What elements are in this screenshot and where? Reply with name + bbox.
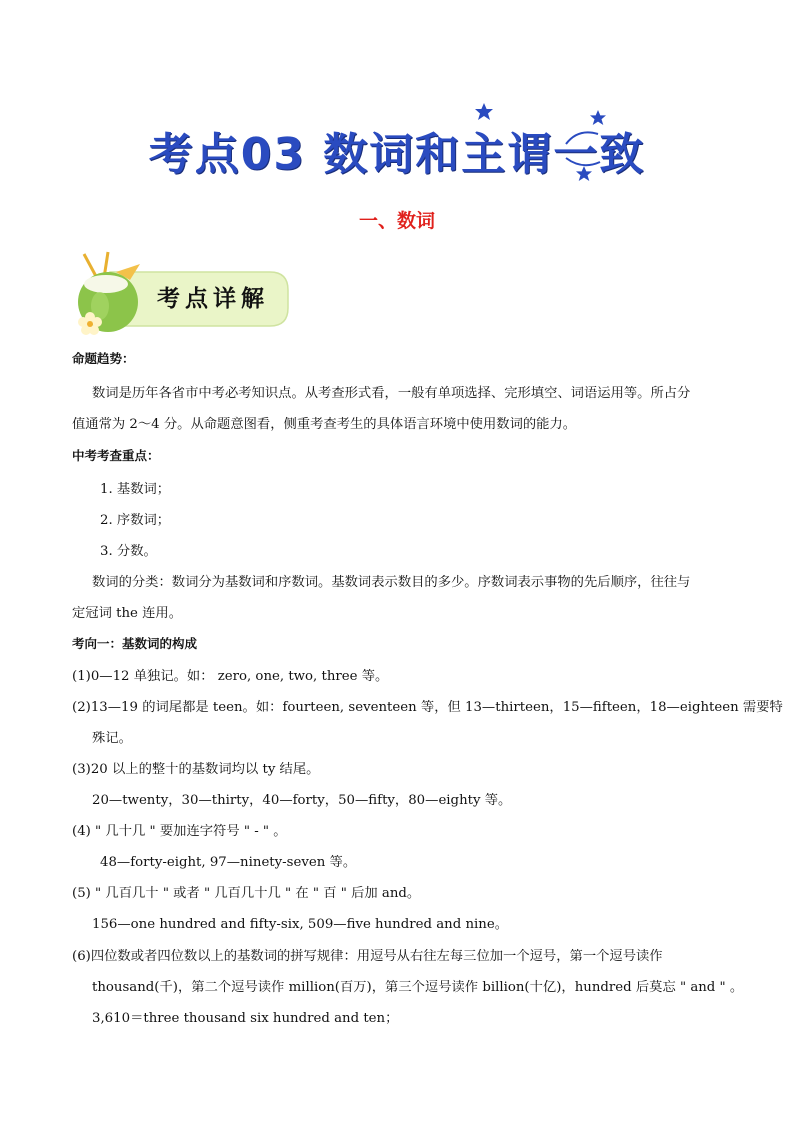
rule-4: (4) " 几十几 " 要加连字符号 " - " 。 <box>72 824 287 839</box>
title-area <box>0 100 794 190</box>
page-title: 考点03 数词和主谓一致 <box>148 129 646 180</box>
focus-item: 2. 序数词； <box>100 513 171 528</box>
trend-heading: 命题趋势： <box>72 351 135 366</box>
rule-6-example: 3,610＝three thousand six hundred and ten； <box>92 1011 399 1026</box>
trend-paragraph-line-2: 值通常为 2～4 分。从命题意图看，侧重考查考生的具体语言环境中使用数词的能力。 <box>72 417 577 432</box>
rule-1: (1)0—12 单独记。如： zero, one, two, three 等。 <box>72 669 389 684</box>
focus-heading: 中考考查重点： <box>72 448 160 463</box>
badge-label: 考点详解 <box>157 285 269 312</box>
direction-heading: 考向一：基数词的构成 <box>72 636 198 651</box>
section-badge <box>70 250 290 338</box>
rule-5-example: 156—one hundred and fifty-six, 509—five hundred and nine。 <box>92 917 509 932</box>
rule-6-line-2: thousand(千)，第二个逗号读作 million(百万)，第三个逗号读作 billion(十亿)，hundred 后莫忘 " and " 。 <box>92 980 744 995</box>
rule-3-example: 20—twenty，30—thirty，40—forty，50—fifty，80—eighty 等。 <box>92 793 512 808</box>
trend-paragraph-line-1: 数词是历年各省市中考必考知识点。从考查形式看，一般有单项选择、完形填空、词语运用等。所占分 <box>92 386 691 401</box>
classification-line-2: 定冠词 the 连用。 <box>72 606 183 621</box>
rule-2-line-1: (2)13—19 的词尾都是 teen。如：fourteen, seventeen 等，但 13—thirteen，15—fifteen，18—eighteen 需要特 <box>72 700 783 715</box>
rule-4-example: 48—forty-eight, 97—ninety-seven 等。 <box>100 855 357 870</box>
rule-3: (3)20 以上的整十的基数词均以 ty 结尾。 <box>72 762 320 777</box>
focus-item: 3. 分数。 <box>100 544 157 559</box>
classification-line-1: 数词的分类：数词分为基数词和序数词。基数词表示数目的多少。序数词表示事物的先后顺序，往往与 <box>92 575 691 590</box>
rule-2-line-2: 殊记。 <box>92 731 132 746</box>
rule-6-line-1: (6)四位数或者四位数以上的基数词的拼写规律：用逗号从右往左每三位加一个逗号，第一个逗号读作 <box>72 949 663 964</box>
focus-item: 1. 基数词； <box>100 482 171 497</box>
rule-5: (5) " 几百几十 " 或者 " 几百几十几 " 在 " 百 " 后加 and。 <box>72 886 421 901</box>
section-title: 一、数词 <box>358 210 435 232</box>
